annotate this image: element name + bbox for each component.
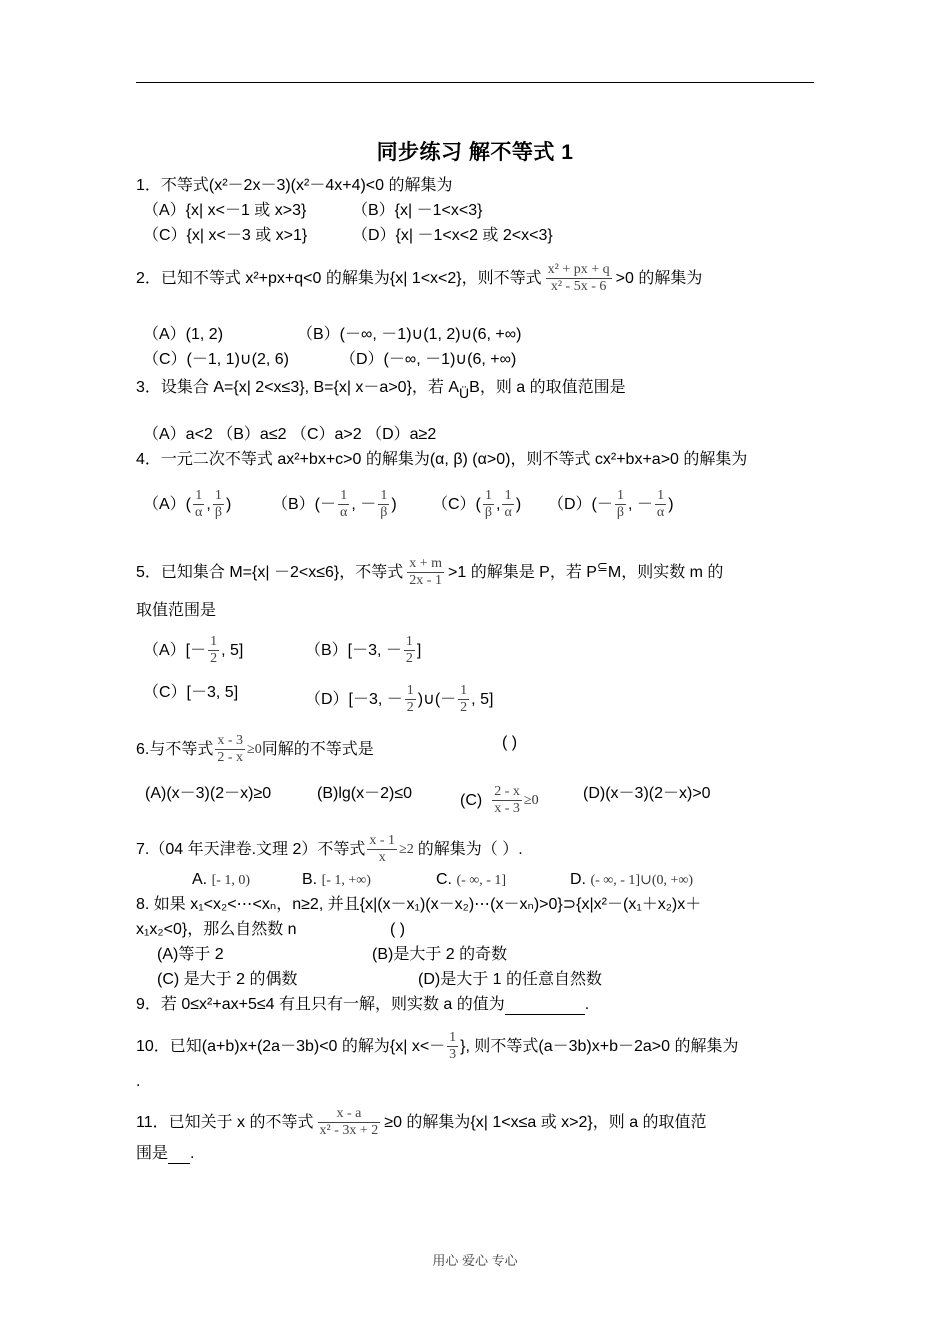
q10-line2: . (136, 1073, 141, 1090)
q11-stem: 11．已知关于 x 的不等式 $\frac{x - a}{\text{x² - 3x + 2}}$ ≥0 的解集为{x| 1<x≤a 或 x>2}，则 a 的取值范 (136, 1106, 707, 1138)
q2-denominator: x² - 5x - 6 (550, 279, 607, 294)
q5-fraction: $\frac{x + m}{2x - 1}$ (409, 556, 443, 588)
q1-option-b: （B）{x| －1<x<3} (352, 202, 483, 219)
q10-stem: 10．已知(a+b)x+(2a－3b)<0 的解为{x| x<－ $\frac{1}{3}$ }, 则不等式(a－3b)x+b－2a>0 的解集为 (136, 1030, 739, 1062)
q3-stem (136, 377, 626, 401)
q7-option-b: B. [- 1, +∞) (302, 871, 371, 888)
q8-answer-paren: ( ) (390, 921, 406, 938)
q7-option-d: D. (- ∞, - 1]∪(0, +∞) (570, 871, 694, 888)
q7-option-a: A. [- 1, 0) (192, 871, 251, 888)
q1-option-a: （A）{x| x<－1 或 x>3} (143, 202, 307, 219)
q5-line2: 取值范围是 (136, 602, 217, 619)
q5-stem: 5．已知集合 M={x| －2<x≤6}，不等式 $\frac{x + m}{2x - 1}$ >1 的解集是 P，若 P ⊆ M，则实数 m 的 (136, 556, 724, 588)
q6-stem: 6.与不等式 $\frac{x - 3}{2 - x}$ ≥0 同解的不等式是 (136, 733, 374, 765)
q11-answer-blank[interactable] (168, 1145, 190, 1164)
q8-option-b: (B)是大于 2 的奇数 (372, 946, 508, 963)
q6-option-a: (A)(x－3)(2－x)≥0 (145, 785, 272, 802)
q5-option-d: （D）[－3, － $\frac{1}{2}$ )∪(－ $\frac{1}{2}$ , 5] (305, 683, 494, 715)
q2-stem (136, 262, 702, 295)
proper-subset-symbol: Ü (459, 385, 470, 401)
q4-option-d: （D）(－ $\frac{1}{\beta}$ , － $\frac{1}{\alpha}$ ) (548, 488, 674, 520)
q6-option-d: (D)(x－3)(2－x)>0 (583, 785, 711, 802)
q1-option-d: （D）{x| －1<x<2 或 2<x<3} (352, 227, 553, 244)
q7-option-c: C. (- ∞, - 1] (436, 871, 507, 888)
q11-line2: 围是 . (136, 1145, 195, 1162)
q9-stem: 9．若 0≤x²+ax+5≤4 有且只有一解，则实数 a 的值为 . (136, 996, 590, 1013)
q2-numerator: x² + px + q (547, 262, 610, 277)
q6-option-b: (B)lg(x－2)≤0 (317, 785, 413, 802)
q8-option-a: (A)等于 2 (157, 946, 224, 963)
q6-option-c: (C) $\frac{2 - x}{x - 3}$ ≥0 (460, 784, 539, 816)
q5-option-b: （B）[－3, － $\frac{1}{2}$ ] (305, 634, 422, 666)
q3-pre: 3．设集合 A={x| 2<x≤3}, B={x| x－a>0}，若 A (136, 379, 460, 396)
q9-answer-blank[interactable] (505, 996, 585, 1015)
q8-line1: 8. 如果 x₁<x₂<⋯<xₙ，n≥2, 并且{x|(x－x₁)(x－x₂)⋯(x－xₙ)>0}⊃{x|x²－(x₁＋x₂)x＋ (136, 896, 702, 913)
q8-option-c: (C) 是大于 2 的偶数 (157, 971, 298, 988)
q2-post: >0 的解集为 (615, 269, 703, 287)
q1-option-c: （C）{x| x<－3 或 x>1} (143, 227, 308, 244)
q2-pre: 2．已知不等式 x²+px+q<0 的解集为{x| 1<x<2}，则不等式 (136, 269, 542, 287)
q2-option-d: （D）(－∞, －1)∪(6, +∞) (340, 351, 517, 368)
q8-option-d: (D)是大于 1 的任意自然数 (418, 971, 603, 988)
q4-option-c: （C）( $\frac{1}{\beta}$ , $\frac{1}{\alpha}$ ) (432, 488, 522, 520)
page-title: 同步练习 解不等式 1 (376, 141, 574, 164)
q2-option-b: （B）(－∞, －1)∪(1, 2)∪(6, +∞) (297, 326, 522, 343)
q8-line2: x₁x₂<0}，那么自然数 n (136, 921, 297, 938)
subset-symbol: ⊆ (596, 558, 608, 574)
q7-stem: 7.（04 年天津卷.文理 2）不等式 $\frac{x - 1}{x}$ ≥2 的解集为（ ）. (136, 833, 523, 865)
q6-answer-paren: ( ) (502, 734, 518, 751)
q2-option-c: （C）(－1, 1)∪(2, 6) (143, 351, 289, 368)
page-footer: 用心 爱心 专心 (432, 1253, 518, 1268)
q4-stem: 4．一元二次不等式 ax²+bx+c>0 的解集为(α, β) (α>0)，则不等式 cx²+bx+a>0 的解集为 (136, 451, 748, 468)
q3-options: （A）a<2 （B）a≤2 （C）a>2 （D）a≥2 (143, 426, 437, 443)
header-rule (136, 82, 814, 83)
q4-option-b: （B）(－ $\frac{1}{\alpha}$ , － $\frac{1}{\beta}$ ) (272, 488, 397, 520)
q2-option-a: （A）(1, 2) (143, 326, 224, 343)
q4-option-a: （A）( $\frac{1}{\alpha}$ , $\frac{1}{\beta}$ ) (143, 488, 232, 520)
q2-fraction (546, 262, 612, 295)
q5-option-a: （A）[－ $\frac{1}{2}$ , 5] (143, 634, 244, 666)
q3-post: B，则 a 的取值范围是 (469, 379, 626, 396)
q1-stem: 1．不等式(x²－2x－3)(x²－4x+4)<0 的解集为 (136, 177, 453, 194)
q5-option-c: （C）[－3, 5] (143, 684, 239, 701)
